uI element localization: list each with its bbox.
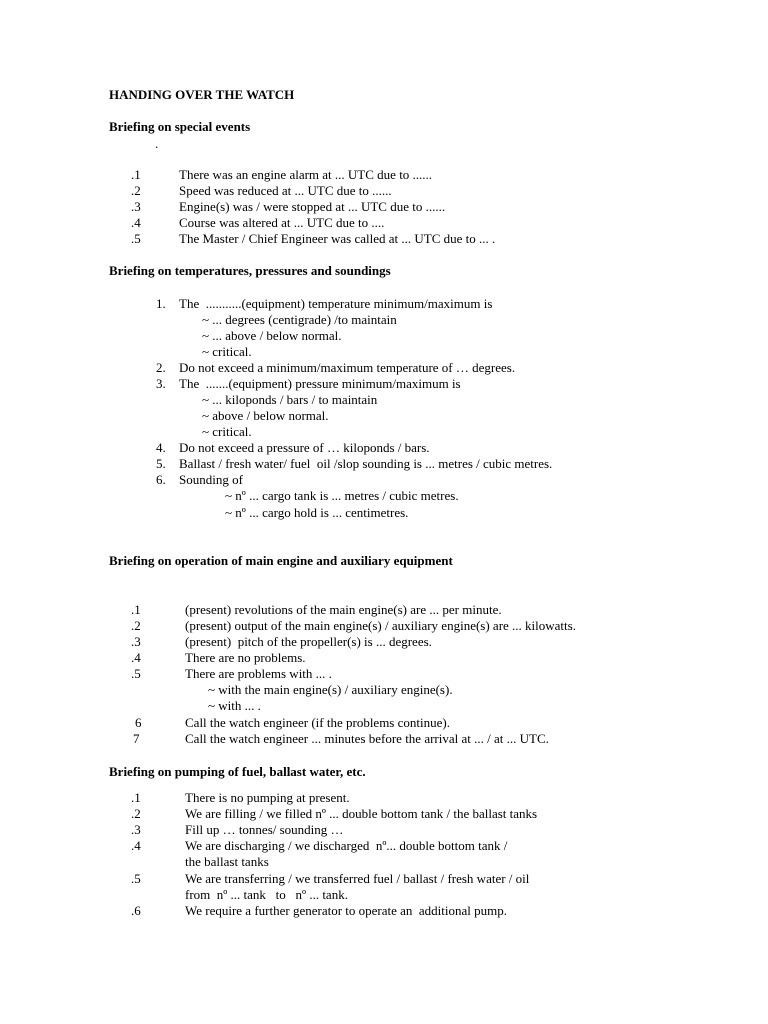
section-heading-temperatures: Briefing on temperatures, pressures and soundings — [109, 263, 391, 278]
list-item-number: .5 — [131, 231, 141, 246]
list-item-number: .5 — [131, 666, 141, 681]
list-item-number: .6 — [131, 903, 141, 918]
list-item-subline: ~ nº ... cargo hold is ... centimetres. — [225, 505, 409, 520]
section-heading-main-engine: Briefing on operation of main engine and auxiliary equipment — [109, 553, 453, 568]
list-item-text: The Master / Chief Engineer was called at ... UTC due to ... . — [179, 231, 496, 246]
list-item-subline: ~ critical. — [202, 344, 252, 359]
list-item-subline: ~ above / below normal. — [202, 408, 329, 423]
list-item-text: There was an engine alarm at ... UTC due to ...... — [179, 167, 433, 182]
list-item-number: 2. — [156, 360, 166, 375]
list-item-number: .1 — [131, 602, 141, 617]
list-item-subline: ~ ... above / below normal. — [202, 328, 342, 343]
list-item-text: Course was altered at ... UTC due to .... — [179, 215, 385, 230]
list-item-subline: ~ with the main engine(s) / auxiliary engine(s). — [208, 682, 453, 697]
page-title: HANDING OVER THE WATCH — [109, 87, 295, 102]
list-item-subline: ~ critical. — [202, 424, 252, 439]
list-item-number: .3 — [131, 634, 141, 649]
list-item-number: .1 — [131, 790, 141, 805]
list-item-text: There are problems with ... . — [185, 666, 332, 681]
list-item-number: 7 — [133, 731, 140, 746]
list-item-text: Sounding of — [179, 472, 243, 487]
list-item-text: (present) revolutions of the main engine(s) are ... per minute. — [185, 602, 502, 617]
section-heading-pumping: Briefing on pumping of fuel, ballast water, etc. — [109, 764, 366, 779]
list-item-number: .2 — [131, 618, 141, 633]
list-item-text: Speed was reduced at ... UTC due to ...... — [179, 183, 392, 198]
section-heading-special-events: Briefing on special events — [109, 119, 251, 134]
list-item-number: .2 — [131, 806, 141, 821]
list-item-number: .2 — [131, 183, 141, 198]
list-item-number: 5. — [156, 456, 166, 471]
list-item-text: We require a further generator to operate an additional pump. — [185, 903, 508, 918]
list-item-number: 3. — [156, 376, 166, 391]
list-item-subline: ~ with ... . — [208, 698, 261, 713]
list-item-number: .3 — [131, 199, 141, 214]
list-item-number: .4 — [131, 838, 141, 853]
list-item-continuation: from nº ... tank to nº ... tank. — [185, 887, 348, 902]
list-item-number: 1. — [156, 296, 166, 311]
list-item-text: (present) output of the main engine(s) / auxiliary engine(s) are ... kilowatts. — [185, 618, 576, 633]
list-item-number: .3 — [131, 822, 141, 837]
list-item-text: Engine(s) was / were stopped at ... UTC due to ...... — [179, 199, 446, 214]
list-item-text: Ballast / fresh water/ fuel oil /slop sounding is ... metres / cubic metres. — [179, 456, 553, 471]
list-item-text: Fill up … tonnes/ sounding … — [185, 822, 344, 837]
stray-dot: . — [155, 136, 159, 151]
list-item-number: .4 — [131, 650, 141, 665]
list-item-text: Call the watch engineer (if the problems continue). — [185, 715, 450, 730]
list-item-text: We are discharging / we discharged nº... double bottom tank / — [185, 838, 508, 853]
list-item-number: 6 — [135, 715, 142, 730]
list-item-text: Do not exceed a pressure of … kiloponds / bars. — [179, 440, 430, 455]
list-item-number: .1 — [131, 167, 141, 182]
list-item-text: The .......(equipment) pressure minimum/maximum is — [179, 376, 461, 391]
list-item-text: We are filling / we filled nº ... double bottom tank / the ballast tanks — [185, 806, 538, 821]
list-item-subline: ~ ... kiloponds / bars / to maintain — [202, 392, 378, 407]
list-item-continuation: the ballast tanks — [185, 854, 269, 869]
list-item-text: Do not exceed a minimum/maximum temperature of … degrees. — [179, 360, 516, 375]
list-item-number: .4 — [131, 215, 141, 230]
list-item-subline: ~ nº ... cargo tank is ... metres / cubic metres. — [225, 488, 459, 503]
list-item-text: The ...........(equipment) temperature minimum/maximum is — [179, 296, 493, 311]
list-item-number: 4. — [156, 440, 166, 455]
list-item-text: (present) pitch of the propeller(s) is ... degrees. — [185, 634, 432, 649]
list-item-number: .5 — [131, 871, 141, 886]
list-item-text: We are transferring / we transferred fuel / ballast / fresh water / oil — [185, 871, 530, 886]
list-item-subline: ~ ... degrees (centigrade) /to maintain — [202, 312, 397, 327]
list-item-number: 6. — [156, 472, 166, 487]
list-item-text: Call the watch engineer ... minutes before the arrival at ... / at ... UTC. — [185, 731, 549, 746]
list-item-text: There is no pumping at present. — [185, 790, 350, 805]
list-item-text: There are no problems. — [185, 650, 306, 665]
